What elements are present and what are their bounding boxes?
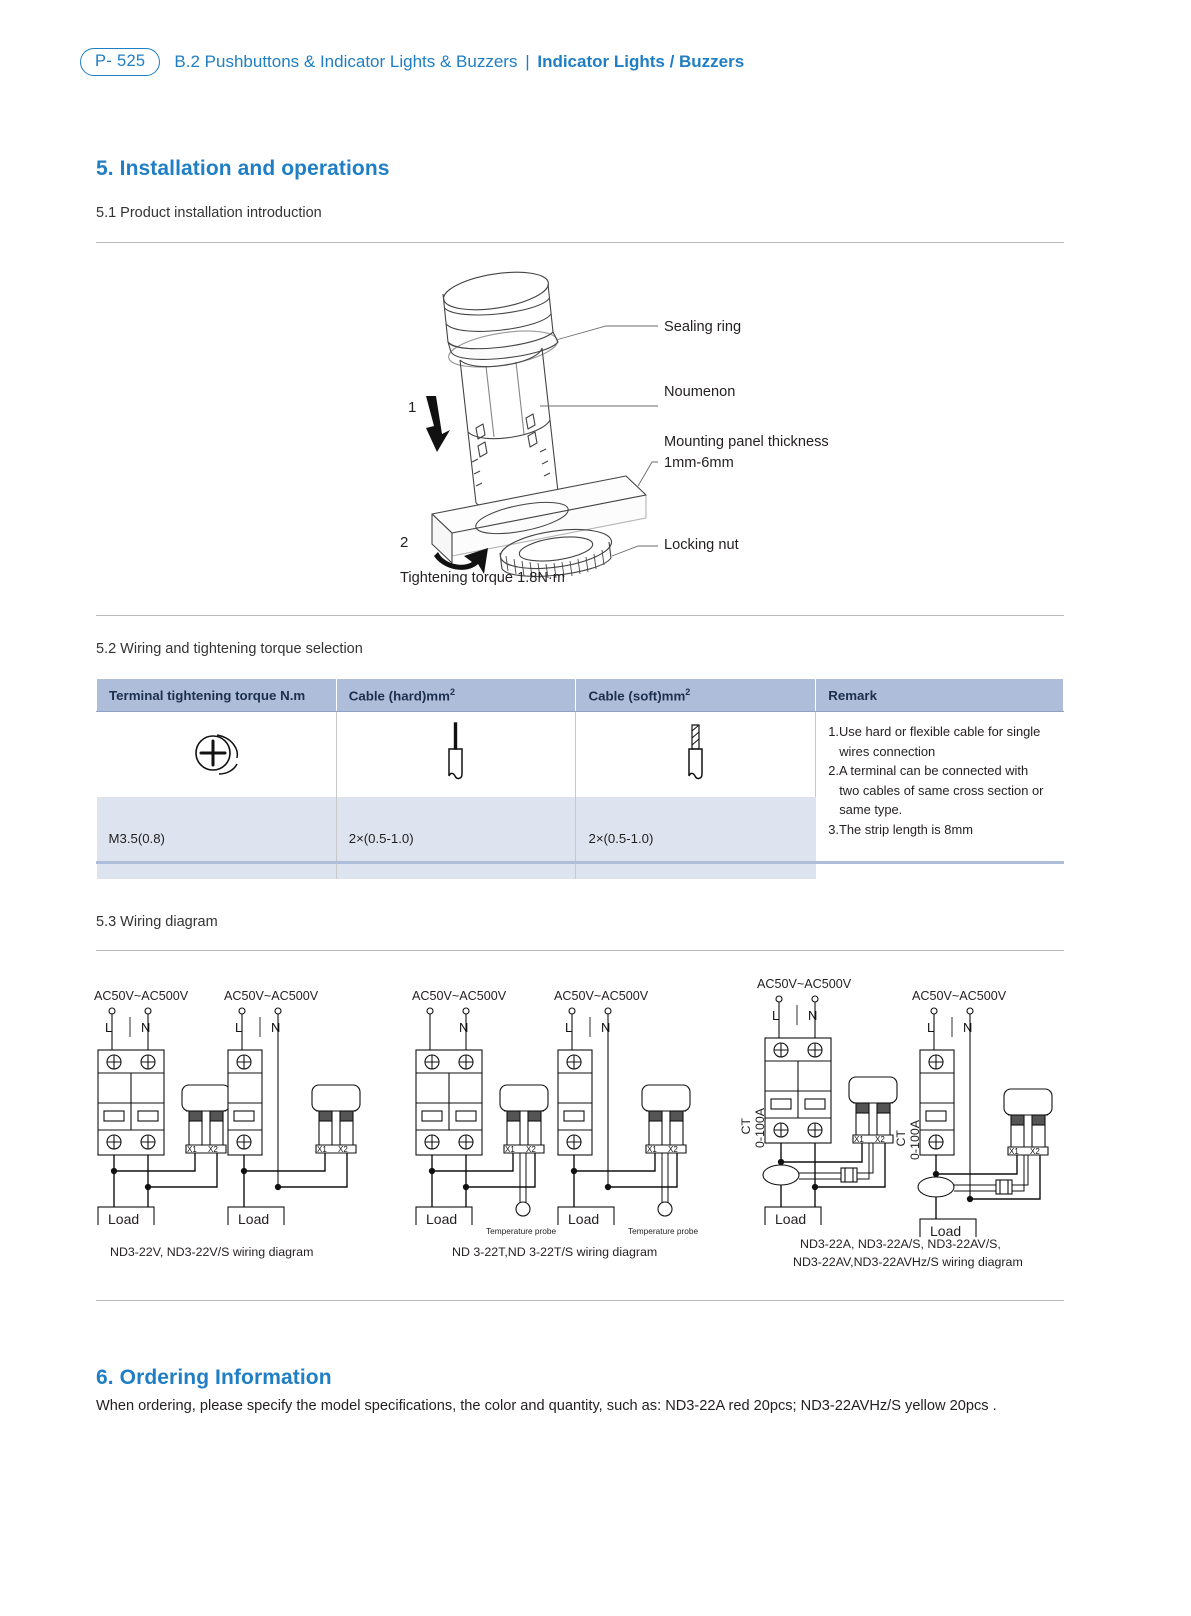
section-5-1-label: 5.1 Product installation introduction	[96, 205, 322, 221]
wd5-svg	[745, 963, 920, 1225]
th-cable-hard: Cable $(hard)mm^2$	[336, 679, 576, 712]
soft-cable-icon	[682, 722, 710, 784]
wiring-diagram-6	[894, 975, 1075, 1242]
wd2-svg	[220, 975, 390, 1225]
divider-top	[96, 242, 1064, 243]
wd3-load-label: Load	[426, 1211, 458, 1227]
wiring-caption-3-line1: ND3-22A, ND3-22A/S, ND3-22AV/S,	[800, 1237, 1001, 1251]
section-5-2-label: 5.2 Wiring and tightening torque selection	[96, 641, 363, 657]
page-number-badge: P- 525	[80, 48, 160, 76]
wd4-svg	[550, 975, 735, 1225]
callout-panel-thickness-line1: Mounting panel thickness	[664, 434, 829, 450]
wiring-diagram-2	[220, 975, 390, 1230]
wd4-load-label: Load	[568, 1211, 600, 1227]
breadcrumb-section: Indicator Lights / Buzzers	[537, 52, 745, 71]
install-step-2-number: 2	[400, 534, 409, 551]
callout-panel-thickness-line2: 1mm-6mm	[664, 455, 734, 471]
wd5-ct-label: CT	[739, 1118, 753, 1135]
table-row-icons	[97, 712, 1064, 798]
th-cable-soft: Cable $(soft)mm^2$	[576, 679, 816, 712]
divider-before-wiring	[96, 950, 1064, 951]
remark-item-3: 3.The strip length is 8mm	[828, 821, 973, 837]
table-bottom-accent	[96, 861, 1064, 864]
svg-text:X1: X1	[187, 1145, 197, 1154]
th-terminal-torque: Terminal tightening torque N.m	[97, 679, 337, 712]
section-6-title: 6. Ordering Information	[96, 1366, 332, 1389]
svg-text:L: L	[105, 1020, 113, 1035]
svg-text:X2: X2	[526, 1145, 536, 1154]
svg-text:L: L	[565, 1020, 573, 1035]
cell-hard-cable-icon	[336, 712, 576, 798]
wd6-voltage-label: AC50V~AC500V	[912, 989, 1007, 1003]
cell-soft-cable-value: 2×(0.5-1.0)	[576, 797, 816, 879]
screwdriver-torque-icon	[187, 724, 245, 782]
wd4-voltage-label: AC50V~AC500V	[554, 989, 649, 1003]
breadcrumb-category: B.2 Pushbuttons & Indicator Lights & Buzzers	[174, 52, 518, 71]
svg-text:X2: X2	[668, 1145, 678, 1154]
remark-item-1: 1.Use hard or flexible cable for single wires connection	[828, 724, 1041, 759]
svg-text:X1: X1	[317, 1145, 327, 1154]
svg-text:N: N	[601, 1020, 611, 1035]
cell-torque-value: M3.5(0.8)	[97, 797, 337, 879]
svg-text:X1: X1	[1009, 1147, 1019, 1156]
callout-locking-nut: Locking nut	[664, 537, 739, 553]
section-6-body: When ordering, please specify the model specifications, the color and quantity, such as: ND3-22A red 20pcs; ND3-22AVHz/S yellow 20pcs .	[96, 1398, 997, 1414]
svg-text:N: N	[459, 1020, 469, 1035]
wiring-caption-2: ND 3-22T,ND 3-22T/S wiring diagram	[452, 1245, 658, 1259]
wd1-voltage-label: AC50V~AC500V	[94, 989, 189, 1003]
wiring-caption-1: ND3-22V, ND3-22V/S wiring diagram	[110, 1245, 314, 1259]
table-header-row	[97, 679, 1064, 712]
remark-list	[828, 722, 1051, 839]
svg-text:X2: X2	[875, 1135, 885, 1144]
wd5-voltage-label: AC50V~AC500V	[757, 977, 852, 991]
svg-text:X2: X2	[208, 1145, 218, 1154]
installation-diagram	[390, 256, 950, 601]
remark-item-2: 2.A terminal can be connected with two cables of same cross section or same type.	[828, 763, 1044, 818]
th-remark: Remark	[816, 679, 1064, 712]
wd2-voltage-label: AC50V~AC500V	[224, 989, 319, 1003]
wiring-caption-3-line2: ND3-22AV,ND3-22AVHz/S wiring diagram	[793, 1255, 1023, 1269]
wiring-diagram-4	[550, 975, 735, 1236]
wd6-ct-range-label: 0-100A	[908, 1120, 922, 1160]
hard-cable-icon	[442, 722, 470, 784]
wd3-voltage-label: AC50V~AC500V	[412, 989, 507, 1003]
wd5-ct-range-label: 0-100A	[753, 1108, 767, 1148]
install-step-1-number: 1	[408, 399, 417, 416]
svg-text:X1: X1	[647, 1145, 657, 1154]
wd1-load-label: Load	[108, 1211, 140, 1227]
svg-text:N: N	[963, 1020, 973, 1035]
wd3-probe-label: Temperature probe	[486, 1226, 557, 1236]
tightening-torque-note: Tightening torque 1.8N·m	[400, 570, 565, 586]
svg-text:N: N	[271, 1020, 281, 1035]
wd5-load-label: Load	[775, 1211, 807, 1227]
callout-noumenon: Noumenon	[664, 384, 736, 400]
cell-screwdriver-icon	[97, 712, 337, 798]
wd6-ct-label: CT	[894, 1130, 908, 1147]
divider-after-install	[96, 615, 1064, 616]
wd6-load-label: Load	[930, 1223, 962, 1239]
wd2-load-label: Load	[238, 1211, 270, 1227]
page-header	[80, 48, 744, 76]
section-5-3-label: 5.3 Wiring diagram	[96, 914, 218, 930]
svg-text:X2: X2	[1030, 1147, 1040, 1156]
breadcrumb	[174, 52, 744, 72]
wd6-svg	[900, 975, 1075, 1237]
svg-text:L: L	[927, 1020, 935, 1035]
breadcrumb-separator: |	[525, 52, 530, 71]
svg-text:N: N	[808, 1008, 818, 1023]
section-5-title: 5. Installation and operations	[96, 157, 390, 180]
svg-text:N: N	[141, 1020, 151, 1035]
svg-text:X1: X1	[505, 1145, 515, 1154]
cell-soft-cable-icon	[576, 712, 816, 798]
torque-selection-table	[96, 678, 1064, 879]
svg-text:L: L	[772, 1008, 780, 1023]
wiring-diagram-5	[739, 963, 920, 1230]
svg-text:L: L	[235, 1020, 243, 1035]
svg-text:X2: X2	[338, 1145, 348, 1154]
cell-hard-cable-value: 2×(0.5-1.0)	[336, 797, 576, 879]
callout-sealing-ring: Sealing ring	[664, 319, 742, 335]
cell-remark	[816, 712, 1064, 880]
divider-before-ordering	[96, 1300, 1064, 1301]
wd4-probe-label: Temperature probe	[628, 1226, 699, 1236]
svg-text:X1: X1	[854, 1135, 864, 1144]
